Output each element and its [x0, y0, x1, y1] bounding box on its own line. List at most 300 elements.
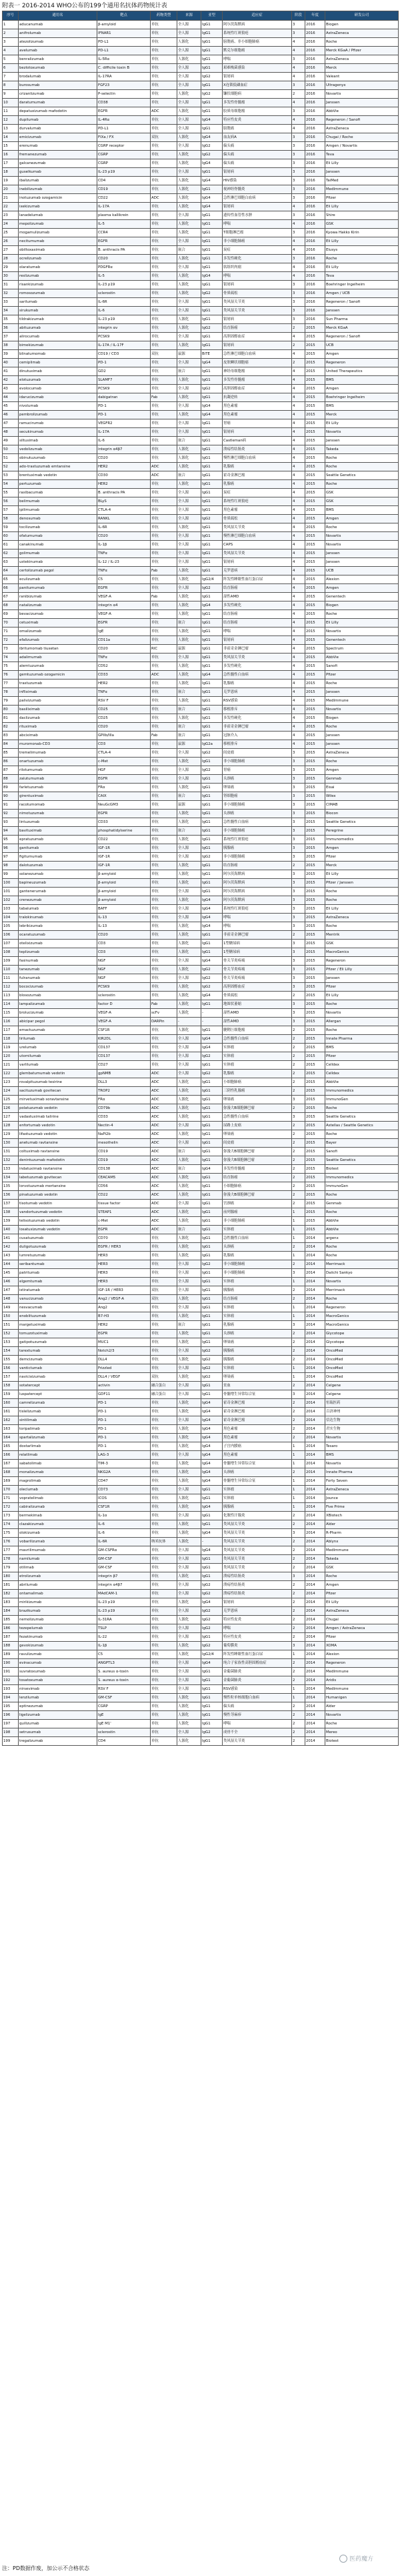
table-row — [3, 220, 399, 229]
cell-indication: 胃癌 — [223, 419, 292, 428]
cell-generic-name: teplizumab — [19, 948, 97, 957]
cell-no: 142 — [3, 1243, 19, 1252]
cell-source: 全人源 — [177, 549, 201, 558]
cell-indication: 结直肠癌 — [223, 619, 292, 627]
cell-generic-name: secukinumab — [19, 428, 97, 437]
cell-subtype: IgG4 — [201, 1044, 223, 1052]
cell-phase: 2 — [292, 1070, 305, 1078]
cell-generic-name: obinutuzumab — [19, 454, 97, 463]
cell-generic-name: brazikumab — [19, 1607, 97, 1616]
cell-year: 2014 — [305, 1408, 325, 1416]
cell-source: 人源化 — [177, 636, 201, 645]
cell-source: 人源化 — [177, 680, 201, 688]
cell-target: integrin β7 — [97, 1572, 151, 1581]
cell-phase: 3 — [292, 289, 305, 298]
cell-source: 人源化 — [177, 1373, 201, 1382]
cell-phase: 4 — [292, 515, 305, 523]
cell-source: 人源化 — [177, 1191, 201, 1200]
cell-generic-name: tezepelumab — [19, 1624, 97, 1633]
cell-source: 嵌合 — [177, 827, 201, 836]
cell-no: 168 — [3, 1468, 19, 1477]
cell-company: Aridis — [325, 1676, 399, 1685]
table-row — [3, 896, 399, 905]
cell-target: IL-5 — [97, 220, 151, 229]
cell-no: 62 — [3, 549, 19, 558]
cell-indication: 系统性红斑狼疮 — [223, 836, 292, 844]
cell-source: 全人源 — [177, 1607, 201, 1616]
cell-company: Janssen — [325, 549, 399, 558]
cell-target: IL-5 — [97, 272, 151, 281]
table-row — [3, 1243, 399, 1252]
cell-type: 单抗 — [151, 237, 177, 246]
cell-no: 193 — [3, 1685, 19, 1694]
cell-indication: 急性髓性白血病 — [223, 671, 292, 680]
cell-generic-name: durvalumab — [19, 125, 97, 133]
cell-type: 单抗 — [151, 142, 177, 151]
cell-year: 2014 — [305, 1356, 325, 1364]
cell-year: 2015 — [305, 463, 325, 471]
cell-no: 59 — [3, 523, 19, 532]
table-row — [3, 1356, 399, 1364]
cell-generic-name: magrolimab — [19, 1477, 97, 1486]
table-row — [3, 1581, 399, 1590]
table-row — [3, 1208, 399, 1217]
cell-type: 单抗 — [151, 1477, 177, 1486]
cell-source: 鼠源 — [177, 350, 201, 359]
table-row — [3, 38, 399, 47]
cell-company: Shire — [325, 211, 399, 220]
cell-target: IL-23 p19 — [97, 281, 151, 289]
table-row — [3, 1234, 399, 1243]
cell-year: 2016 — [305, 159, 325, 168]
cell-source: 全人源 — [177, 888, 201, 896]
cell-phase: 4 — [292, 610, 305, 619]
cell-no: 138 — [3, 1208, 19, 1217]
cell-company: Roche — [325, 1000, 399, 1009]
cell-target: KIR2DL — [97, 1035, 151, 1044]
cell-generic-name: tralokinumab — [19, 914, 97, 922]
cell-phase: 4 — [292, 723, 305, 732]
cell-indication: 银屑病 — [223, 315, 292, 324]
cell-no: 136 — [3, 1191, 19, 1200]
cell-generic-name: oleclumab — [19, 1486, 97, 1494]
cell-year: 2014 — [305, 1477, 325, 1486]
cell-indication: X连锁低磷血症 — [223, 81, 292, 90]
cell-company: Five Prime — [325, 1503, 399, 1512]
cell-indication: 特应性皮炎 — [223, 116, 292, 125]
cell-company: Merrimack — [325, 1286, 399, 1295]
cell-year: 2015 — [305, 836, 325, 844]
cell-no: 69 — [3, 610, 19, 619]
cell-no: 97 — [3, 853, 19, 862]
cell-company: Amgen — [325, 584, 399, 593]
cell-type: 单抗 — [151, 827, 177, 836]
cell-no: 101 — [3, 888, 19, 896]
cell-year: 2016 — [305, 151, 325, 159]
table-row — [3, 237, 399, 246]
cell-target: integrin α4 — [97, 601, 151, 610]
cell-target: factor D — [97, 1000, 151, 1009]
cell-type: 单抗 — [151, 81, 177, 90]
cell-phase: 3 — [292, 159, 305, 168]
cell-indication: 阿尔茨海默病 — [223, 888, 292, 896]
cell-no: 47 — [3, 419, 19, 428]
cell-phase: 4 — [292, 567, 305, 575]
cell-target: IL-31RA — [97, 1616, 151, 1624]
table-row — [3, 1694, 399, 1702]
cell-indication: 哮喘 — [223, 220, 292, 229]
cell-subtype: IgG1 — [201, 1520, 223, 1529]
cell-generic-name: enfortumab vedotin — [19, 1122, 97, 1130]
cell-no: 186 — [3, 1624, 19, 1633]
table-row — [3, 966, 399, 974]
cell-generic-name: etrolizumab — [19, 1572, 97, 1581]
cell-generic-name: bermekimab — [19, 1512, 97, 1520]
cell-subtype: IgG1 — [201, 844, 223, 853]
cell-generic-name: lampalizumab — [19, 1000, 97, 1009]
cell-indication: 结直肠癌 — [223, 584, 292, 593]
cell-source: 全人源 — [177, 905, 201, 914]
cell-year: 2015 — [305, 497, 325, 506]
cell-target: CD33 — [97, 1113, 151, 1122]
cell-target: Ang2 / VEGF-A — [97, 1295, 151, 1304]
cell-year: 2015 — [305, 1208, 325, 1217]
cell-no: 66 — [3, 584, 19, 593]
cell-source: 人源化 — [177, 810, 201, 818]
cell-source: 嵌合 — [177, 792, 201, 801]
cell-generic-name: risankizumab — [19, 281, 97, 289]
cell-generic-name: ado-trastuzumab emtansine — [19, 463, 97, 471]
table-row — [3, 1416, 399, 1425]
cell-type: 单抗 — [151, 1555, 177, 1564]
cell-year: 2015 — [305, 662, 325, 671]
table-row — [3, 1546, 399, 1555]
cell-company: MedImmune — [325, 1685, 399, 1694]
cell-company: Eli Lilly — [325, 159, 399, 168]
cell-company: Pfizer — [325, 1633, 399, 1642]
cell-source: 人源化 — [177, 1460, 201, 1468]
table-row — [3, 1425, 399, 1434]
cell-company: Allergan — [325, 1018, 399, 1026]
cell-type: 单抗 — [151, 1035, 177, 1044]
cell-year: 2016 — [305, 263, 325, 272]
cell-company: Pfizer — [325, 983, 399, 992]
cell-phase: 1 — [292, 1208, 305, 1217]
table-row — [3, 159, 399, 168]
cell-type: 单抗 — [151, 1659, 177, 1668]
cell-type: 单抗 — [151, 784, 177, 792]
cell-phase: 3 — [292, 1642, 305, 1650]
cell-company: Regeneron — [325, 1304, 399, 1312]
cell-no: 154 — [3, 1347, 19, 1356]
cell-subtype: IgG1 — [201, 610, 223, 619]
cell-no: 124 — [3, 1087, 19, 1096]
cell-phase: 2 — [292, 1174, 305, 1182]
cell-indication: 哮喘 — [223, 1720, 292, 1728]
cell-generic-name: reslizumab — [19, 272, 97, 281]
cell-year: 2016 — [305, 29, 325, 38]
cell-type: ADC — [151, 1208, 177, 1217]
cell-generic-name: pembrolizumab — [19, 411, 97, 419]
cell-source: 人源化 — [177, 879, 201, 888]
cell-target: PD-1 — [97, 359, 151, 367]
cell-phase: 2 — [292, 1737, 305, 1746]
cell-target: IL-1β — [97, 1642, 151, 1650]
cell-target: CD4 — [97, 1737, 151, 1746]
cell-generic-name: canakinumab — [19, 541, 97, 549]
cell-company: CIMAB — [325, 801, 399, 810]
cell-company: Boehringer Ingelheim — [325, 281, 399, 289]
cell-subtype: IgG2 — [201, 1642, 223, 1650]
cell-type: 单抗 — [151, 680, 177, 688]
cell-year: 2015 — [305, 471, 325, 480]
cell-source: 人源化 — [177, 948, 201, 957]
cell-type: 单抗 — [151, 324, 177, 333]
cell-source: 人源化 — [177, 992, 201, 1000]
cell-generic-name: lorvotuzumab mertansine — [19, 1182, 97, 1191]
cell-type: 单抗 — [151, 1416, 177, 1425]
cell-type: 单抗 — [151, 64, 177, 73]
cell-generic-name: efalizumab — [19, 636, 97, 645]
table-row — [3, 1668, 399, 1676]
cell-company: Bayer — [325, 1139, 399, 1148]
cell-company: Regeneron / Sanofi — [325, 298, 399, 307]
cell-company: Regeneron — [325, 1659, 399, 1668]
cell-year: 2014 — [305, 1529, 325, 1538]
table-row — [3, 654, 399, 662]
cell-company: OncoMed — [325, 1356, 399, 1364]
table-row — [3, 367, 399, 376]
table-row — [3, 376, 399, 385]
cell-type: 单抗 — [151, 627, 177, 636]
cell-company: Janssen — [325, 974, 399, 983]
cell-indication: 急性髓性白血病 — [223, 1035, 292, 1044]
cell-type: ADC — [151, 1139, 177, 1148]
cell-generic-name: alirocumab — [19, 333, 97, 341]
cell-year: 2014 — [305, 1494, 325, 1503]
cell-company: UCB — [325, 567, 399, 575]
cell-target: PD-1 — [97, 411, 151, 419]
cell-type: 单抗 — [151, 1026, 177, 1035]
cell-phase: 3 — [292, 914, 305, 922]
cell-generic-name: tosatoxumab — [19, 1676, 97, 1685]
cell-year: 2014 — [305, 1364, 325, 1373]
cell-no: 45 — [3, 402, 19, 411]
cell-no: 74 — [3, 654, 19, 662]
cell-type: 单抗 — [151, 697, 177, 706]
cell-generic-name: dupilumab — [19, 116, 97, 125]
cell-phase: 2 — [292, 1061, 305, 1070]
cell-target: BAFF — [97, 905, 151, 914]
cell-generic-name: elotuzumab — [19, 376, 97, 385]
cell-company: MacroGenics — [325, 1321, 399, 1330]
cell-no: 172 — [3, 1503, 19, 1512]
cell-generic-name: bococizumab — [19, 983, 97, 992]
cell-target: SLAMF7 — [97, 376, 151, 385]
cell-year: 2014 — [305, 1312, 325, 1321]
cell-source: 人源化 — [177, 376, 201, 385]
cell-type: 单抗 — [151, 1694, 177, 1702]
cell-generic-name: losatuxizumab vedotin — [19, 1226, 97, 1234]
cell-type: 单抗 — [151, 775, 177, 784]
cell-no: 73 — [3, 645, 19, 654]
cell-no: 129 — [3, 1130, 19, 1139]
cell-source: 人源化 — [177, 133, 201, 142]
cell-source: 全人源 — [177, 957, 201, 966]
cell-company: AstraZeneca — [325, 1607, 399, 1616]
cell-indication: 多发性骨髓瘤 — [223, 99, 292, 107]
cell-source: 全人源 — [177, 1555, 201, 1564]
cell-generic-name: lintuzumab — [19, 818, 97, 827]
cell-target: PCSK9 — [97, 983, 151, 992]
cell-phase: 3 — [292, 133, 305, 142]
cell-target: CD3 — [97, 948, 151, 957]
cell-no: 102 — [3, 896, 19, 905]
cell-subtype: IgG4 — [201, 601, 223, 610]
cell-type: 单抗 — [151, 29, 177, 38]
cell-phase: 4 — [292, 203, 305, 211]
cell-generic-name: emicizumab — [19, 133, 97, 142]
cell-target: dabigatran — [97, 393, 151, 402]
cell-subtype: IgG1 — [201, 662, 223, 671]
header-phase: 阶段 — [292, 11, 305, 21]
cell-no: 114 — [3, 1000, 19, 1009]
cell-target: Frizzled — [97, 1364, 151, 1373]
cell-source: 全人源 — [177, 584, 201, 593]
cell-phase: 4 — [292, 497, 305, 506]
cell-year: 2014 — [305, 1486, 325, 1494]
cell-subtype: IgG1 — [201, 1130, 223, 1139]
cell-subtype: IgG1 — [201, 237, 223, 246]
cell-indication: 胰腺癌 — [223, 1503, 292, 1512]
cell-subtype: IgG1 — [201, 1572, 223, 1581]
cell-type: 单抗 — [151, 497, 177, 506]
cell-year: 2014 — [305, 1442, 325, 1451]
cell-year: 2015 — [305, 1182, 325, 1191]
table-row — [3, 1252, 399, 1260]
cell-indication: 遗传性血管性水肿 — [223, 211, 292, 220]
table-row — [3, 870, 399, 879]
cell-target: ICOS — [97, 1494, 151, 1503]
cell-type: 单抗 — [151, 437, 177, 445]
cell-no: 171 — [3, 1494, 19, 1503]
cell-phase: 3 — [292, 1096, 305, 1104]
table-row — [3, 601, 399, 610]
cell-company: Takeda — [325, 445, 399, 454]
cell-generic-name: evolocumab — [19, 385, 97, 393]
cell-company: Celldex — [325, 1061, 399, 1070]
cell-phase: 1 — [292, 1650, 305, 1659]
cell-company: Pfizer — [325, 671, 399, 680]
cell-type: 单抗 — [151, 714, 177, 723]
cell-target: VEGF-A — [97, 1009, 151, 1018]
cell-subtype: IgG1 — [201, 549, 223, 558]
cell-type: 单抗 — [151, 1052, 177, 1061]
cell-phase: 2 — [292, 1590, 305, 1598]
table-row — [3, 905, 399, 914]
table-row — [3, 775, 399, 784]
cell-phase: 4 — [292, 636, 305, 645]
cell-generic-name: sirukumab — [19, 307, 97, 315]
cell-source: 嵌合 — [177, 688, 201, 697]
cell-year: 2014 — [305, 1581, 325, 1590]
cell-target: CAIX — [97, 792, 151, 801]
cell-subtype: IgG4 — [201, 896, 223, 905]
cell-source: 全人源 — [177, 1122, 201, 1130]
cell-target: HER3 — [97, 1269, 151, 1278]
cell-phase: 3 — [292, 229, 305, 237]
cell-subtype: IgG4 — [201, 1546, 223, 1555]
cell-type: 单抗 — [151, 385, 177, 393]
cell-company: Roche — [325, 1572, 399, 1581]
cell-company: Novartis — [325, 532, 399, 541]
cell-phase: 3 — [292, 21, 305, 29]
cell-phase: 2 — [292, 1087, 305, 1096]
cell-no: 2 — [3, 29, 19, 38]
cell-source: 全人源 — [177, 99, 201, 107]
cell-indication: 非小细胞肺癌 — [223, 801, 292, 810]
cell-no: 38 — [3, 341, 19, 350]
cell-phase: 3 — [292, 888, 305, 896]
cell-target: IL-17A / IL-17F — [97, 341, 151, 350]
cell-type: 单抗 — [151, 359, 177, 367]
header-source: 来源 — [177, 11, 201, 21]
cell-company: Janssen — [325, 168, 399, 177]
cell-company: Peregrine — [325, 827, 399, 836]
cell-phase: 4 — [292, 116, 305, 125]
cell-target: HER3 — [97, 1278, 151, 1286]
cell-company: TaiMed — [325, 177, 399, 185]
cell-indication: 慢性淋巴细胞白血病 — [223, 532, 292, 541]
cell-company: Valeant — [325, 73, 399, 81]
cell-year: 2014 — [305, 1728, 325, 1737]
cell-source: 全人源 — [177, 298, 201, 307]
cell-company: Novartis — [325, 627, 399, 636]
cell-type: DARPin — [151, 1018, 177, 1026]
cell-indication: 结直肠癌 — [223, 324, 292, 333]
cell-year: 2014 — [305, 1520, 325, 1529]
cell-indication: 三阴性乳腺癌 — [223, 1087, 292, 1096]
table-row — [3, 792, 399, 801]
cell-subtype: IgG1 — [201, 1321, 223, 1330]
cell-year: 2015 — [305, 636, 325, 645]
cell-indication: 胰腺癌 — [223, 844, 292, 853]
cell-indication: 类风湿关节炎 — [223, 1555, 292, 1564]
cell-year: 2015 — [305, 766, 325, 775]
cell-source: 人源化 — [177, 177, 201, 185]
cell-target: HER2 — [97, 463, 151, 471]
cell-phase: 4 — [292, 454, 305, 463]
cell-company: Merck KGaA — [325, 324, 399, 333]
cell-subtype: IgG1 — [201, 567, 223, 575]
table-row — [3, 272, 399, 281]
cell-indication: 类风湿关节炎 — [223, 1546, 292, 1555]
cell-year: 2015 — [305, 1035, 325, 1044]
cell-generic-name: bavituximab — [19, 827, 97, 836]
cell-phase: 2 — [292, 1139, 305, 1148]
cell-subtype: IgG1 — [201, 1191, 223, 1200]
table-row — [3, 766, 399, 775]
cell-target: TSLP — [97, 1624, 151, 1633]
cell-indication: 抗凝逆转 — [223, 393, 292, 402]
watermark-logo-icon — [339, 2555, 347, 2563]
cell-generic-name: pertuzumab — [19, 480, 97, 489]
cell-indication: 乳腺癌 — [223, 1070, 292, 1078]
cell-generic-name: tremelimumab — [19, 749, 97, 758]
cell-generic-name: ixekizumab — [19, 203, 97, 211]
cell-source: 人源化 — [177, 836, 201, 844]
cell-target: IgE M1' — [97, 1720, 151, 1728]
